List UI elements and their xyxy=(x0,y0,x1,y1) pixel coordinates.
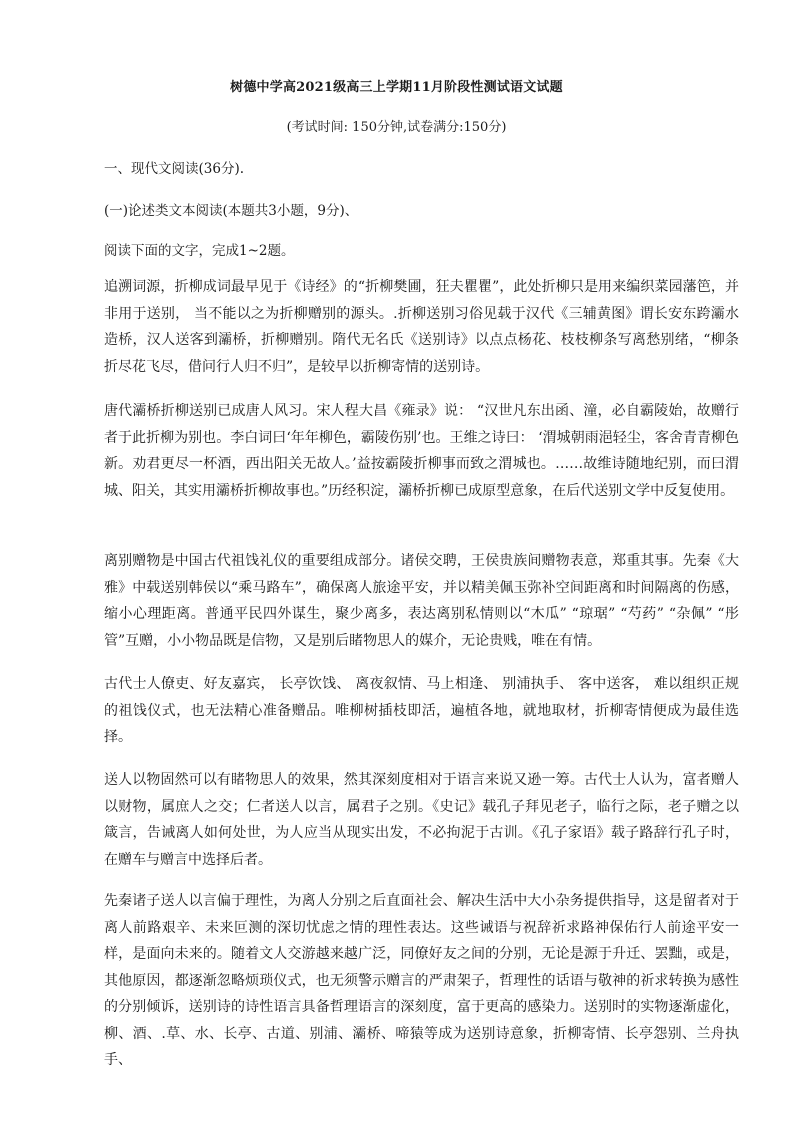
paragraph-1 xyxy=(104,274,739,380)
reading-instruction: 阅读下面的文字，完成1~2题。 xyxy=(104,243,295,259)
paragraph-5 xyxy=(104,767,739,873)
paragraph-text: 先秦诸子送人以言偏于理性，为离人分别之后直面社会、解决生活中大小杂务提供指导，这是留者对于离人前路艰辛、未来叵测的深切忧虑之情的理性表达。这些诫语与祝辞祈求路神保佑行人前途平安一样，是面向未来的。随着文人交游越来越广泛，同僚好友之间的分别，无论是源于升迁、罢黜，或是，其他原因，都逐渐忽略烦琐仪式，也无须警示赠言的严肃架子，哲理性的话语与敬神的祈求转换为感性的分别倾诉，送别诗的诗性语言具备哲理语言的深刻度，富于更高的感染力。送别时的实物逐渐虚化，柳、酒、.草、水、长亭、古道、别浦、灞桥、啼猿等成为送别诗意象，折柳寄情、长亭怨别、兰舟执手、 xyxy=(104,893,739,1068)
paragraph-text: 离别赠物是中国古代祖饯礼仪的重要组成部分。诸侯交聘，王侯贵族间赠物表意，郑重其事。先秦《大雅》中载送别韩侯以“乘马路车”，确保离人旅途平安，并以精美佩玉弥补空间距离和时间隔离的伤感，缩小心理距离。普通平民四外谋生，聚少离多，表达离别私情则以“木瓜” “琼琚” “芍药” “杂佩” “彤管”互赠，小小物品既是信物，又是别后睹物思人的媒介，无论贵贱，唯在有情。 xyxy=(104,553,739,649)
paragraph-2 xyxy=(104,398,739,504)
page-title: 树德中学高2021级高三上学期11月阶段性测试语文试题 xyxy=(230,80,563,95)
paragraph-6 xyxy=(104,888,739,1074)
subsection-heading: (一)论述类文本阅读(本题共3小题，9分)、 xyxy=(104,203,359,219)
paragraph-3 xyxy=(104,548,739,654)
paragraph-text: 送人以物固然可以有睹物思人的效果，然其深刻度相对于语言来说又逊一筹。古代士人认为，富者赠人以财物，属庶人之交；仁者送人以言，属君子之别。《史记》载孔子拜见老子，临行之际，老子赠之以箴言，告诫离人如何处世，为人应当从现实出发，不必拘泥于古训。《孔子家语》载子路辞行孔子时，在赠车与赠言中选择后者。 xyxy=(104,772,739,868)
paragraph-text: 古代士人僚吏、好友嘉宾， 长亭饮饯、 离夜叙情、马上相逢、 别浦执手、 客中送客， 难以组织正规的祖饯仪式，也无法精心准备赠品。唯柳树插枝即活，遍植各地，就地取材，折柳寄情便成为最佳选择。 xyxy=(104,676,739,745)
paragraph-text: 唐代灞桥折柳送别已成唐人风习。宋人程大昌《雍录》说： “汉世凡东出函、潼，必自霸陵始，故赠行者于此折柳为别也。李白词曰‘年年柳色，霸陵伤别’也。王维之诗曰： ‘渭城朝雨浥轻尘，客舍青青柳色新。劝君更尽一杯酒，西出阳关无故人。’益按霸陵折柳事而致之渭城也。……故维诗随地纪别，而曰渭城、阳关，其实用灞桥折柳故事也。”历经积淀，灞桥折柳已成原型意象，在后代送别文学中反复使用。 xyxy=(104,403,739,499)
paragraph-4 xyxy=(104,671,739,751)
section-heading: 一、现代文阅读(36分). xyxy=(104,161,245,177)
paragraph-text: 追溯词源，折柳成词最早见于《诗经》的“折柳樊圃，狂夫瞿瞿”，此处折柳只是用来编织菜园藩笆，并非用于送别， 当不能以之为折柳赠别的源头。.折柳送别习俗见载于汉代《三辅黄图》谓长安东跨灞水造桥，汉人送客到灞桥，折柳赠别。隋代无名氏《送别诗》以点点杨花、枝枝柳条写离愁别绪，“柳条折尽花飞尽，借问行人归不归”，是较早以折柳寄情的送别诗。 xyxy=(104,279,739,375)
exam-info: (考试时间: 150分钟,试卷满分:150分) xyxy=(286,120,507,135)
